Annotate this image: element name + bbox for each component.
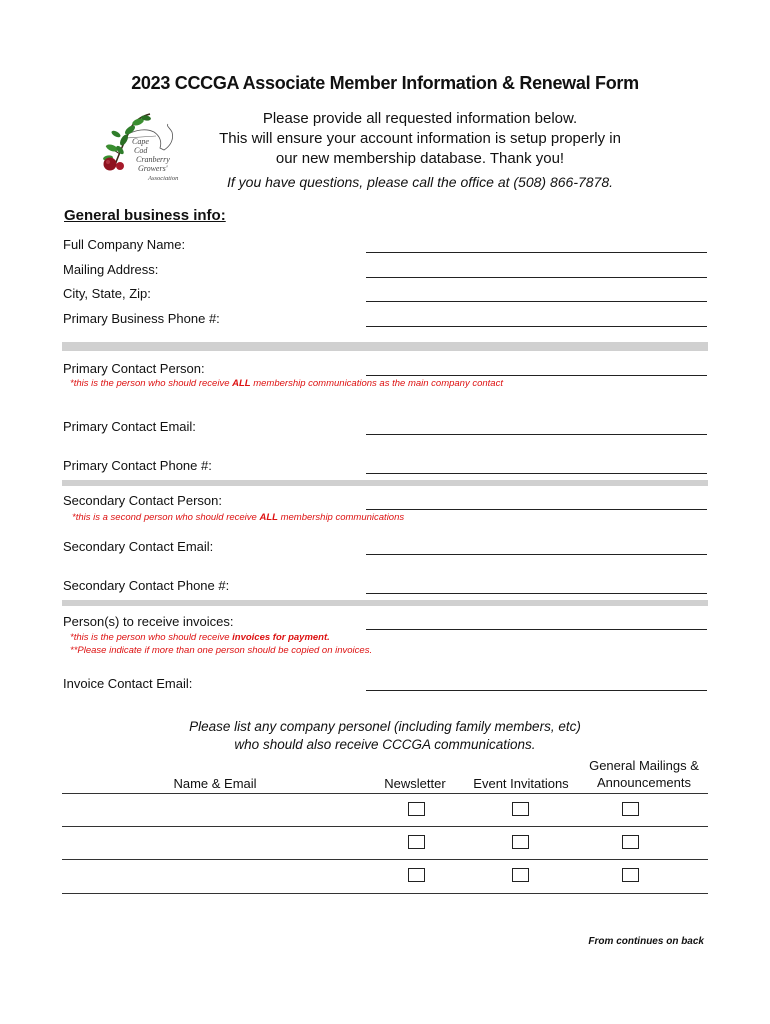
invoice-email-label: Invoice Contact Email: (63, 676, 193, 691)
secondary-phone-label: Secondary Contact Phone #: (63, 578, 230, 593)
primary-contact-field[interactable] (366, 375, 707, 376)
section-divider (62, 600, 708, 606)
personnel-intro-1: Please list any company personel (including family members, etc) (189, 719, 581, 734)
col-newsletter: Newsletter (384, 776, 446, 791)
logo-text-4: Growers' (138, 164, 168, 173)
mailings-checkbox-3[interactable] (622, 868, 639, 882)
section-divider (62, 480, 708, 486)
logo-text-2: Cod (134, 146, 148, 155)
form-title: 2023 CCCGA Associate Member Information & Renewal Form (131, 73, 639, 93)
business-phone-field[interactable] (366, 326, 707, 327)
primary-email-label: Primary Contact Email: (63, 419, 196, 434)
table-header-rule (62, 793, 708, 794)
city-state-zip-label: City, State, Zip: (63, 286, 151, 301)
newsletter-checkbox-1[interactable] (408, 802, 425, 816)
col-general-mailings: General Mailings & Announcements (589, 758, 699, 790)
primary-email-field[interactable] (366, 434, 707, 435)
intro-line-1: Please provide all requested information below. (262, 110, 578, 127)
invoice-person-field[interactable] (366, 629, 707, 630)
mailing-address-label: Mailing Address: (63, 262, 159, 277)
secondary-phone-field[interactable] (366, 593, 707, 594)
invoice-note-2: **Please indicate if more than one person should be copied on invoices. (70, 645, 373, 656)
personnel-intro-2: who should also receive CCCGA communications. (234, 737, 536, 752)
personnel-name-input-1[interactable] (62, 795, 362, 825)
logo-text-1: Cape (132, 137, 149, 146)
logo-text-5: Association (148, 175, 179, 182)
invoice-note-1: *this is the person who should receive invoices for payment. (70, 632, 330, 643)
city-state-zip-field[interactable] (366, 301, 707, 302)
mailings-checkbox-1[interactable] (622, 802, 639, 816)
events-checkbox-3[interactable] (512, 868, 529, 882)
intro-line-3: our new membership database. Thank you! (275, 150, 565, 167)
invoice-person-label: Person(s) to receive invoices: (63, 614, 234, 629)
logo-text-3: Cranberry (136, 155, 170, 164)
personnel-name-input-3[interactable] (62, 861, 362, 891)
secondary-contact-label: Secondary Contact Person: (63, 493, 222, 508)
mailings-checkbox-2[interactable] (622, 835, 639, 849)
company-name-field[interactable] (366, 252, 707, 253)
newsletter-checkbox-3[interactable] (408, 868, 425, 882)
secondary-contact-note: *this is a second person who should receive ALL membership communications (72, 512, 405, 523)
invoice-email-field[interactable] (366, 690, 707, 691)
events-checkbox-1[interactable] (512, 802, 529, 816)
col-event-invitations: Event Invitations (473, 776, 569, 791)
intro-line-2: This will ensure your account information is setup properly in (219, 130, 621, 147)
primary-contact-label: Primary Contact Person: (63, 361, 205, 376)
business-phone-label: Primary Business Phone #: (63, 311, 220, 326)
mailing-address-field[interactable] (366, 277, 707, 278)
primary-contact-note: *this is the person who should receive ALL membership communications as the main company contact (70, 378, 503, 389)
table-row (62, 893, 708, 894)
personnel-name-input-2[interactable] (62, 828, 362, 858)
general-info-heading: General business info: (64, 207, 226, 224)
table-row (62, 859, 708, 860)
secondary-email-label: Secondary Contact Email: (63, 539, 214, 554)
table-row (62, 826, 708, 827)
office-phone-note: If you have questions, please call the office at (508) 866-7878. (226, 174, 614, 190)
continues-on-back-note: From continues on back (588, 936, 704, 947)
company-name-label: Full Company Name: (63, 237, 186, 252)
section-divider (62, 342, 708, 351)
newsletter-checkbox-2[interactable] (408, 835, 425, 849)
primary-phone-label: Primary Contact Phone #: (63, 458, 212, 473)
events-checkbox-2[interactable] (512, 835, 529, 849)
secondary-email-field[interactable] (366, 554, 707, 555)
col-name-email: Name & Email (173, 776, 257, 791)
primary-phone-field[interactable] (366, 473, 707, 474)
secondary-contact-field[interactable] (366, 509, 707, 510)
